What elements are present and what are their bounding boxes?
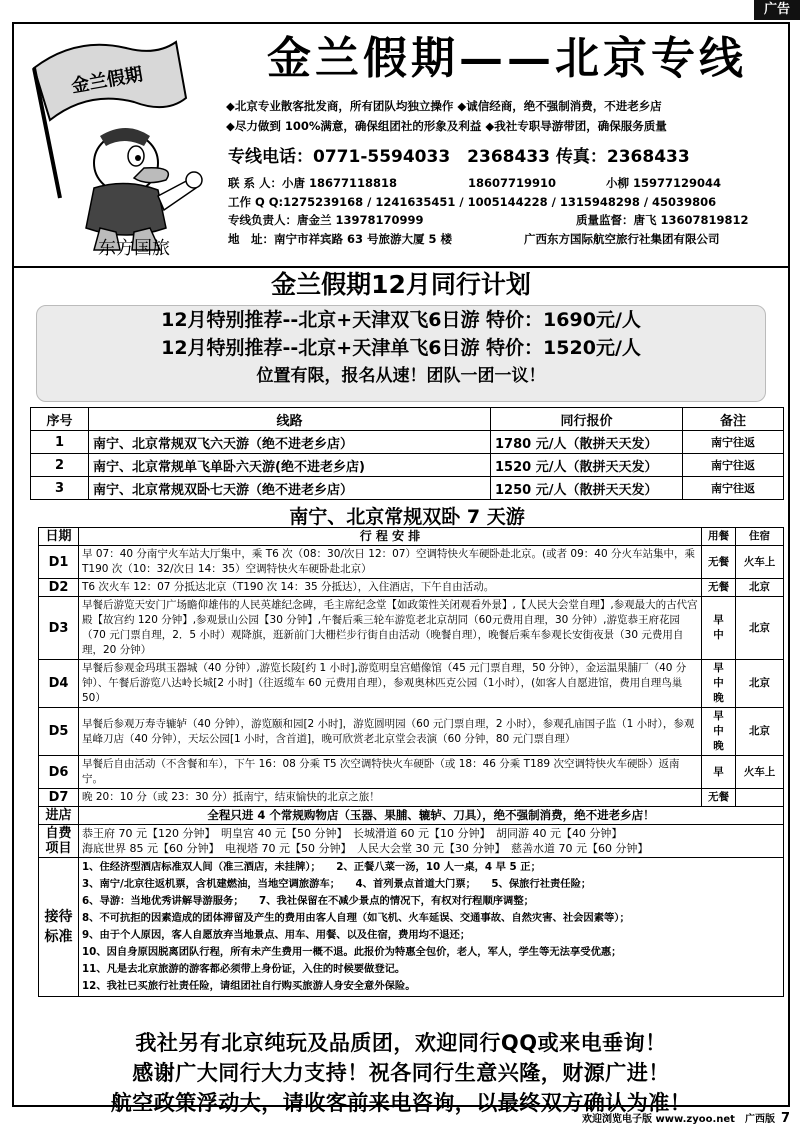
day-row: D1 早 07：40 分南宁火车站大厅集中，乘 T6 次（08：30/次日 12：07）空调特快火车硬卧赴北京。(或者 09：40 分火车站集中，乘 T190 次（10：32/次日 14：35）空调特快火车硬卧赴北京） 无餐 火车上	[39, 546, 784, 579]
donald-duck-logo	[16, 28, 212, 258]
promo-line: 12月特别推荐--北京+天津双飞6日游 特价：1690元/人	[161, 309, 641, 331]
promo-box	[36, 305, 766, 402]
itinerary-title: 南宁、北京常规双卧 7 天游	[289, 506, 525, 528]
day-row: D3 早餐后游览天安门广场瞻仰雄伟的人民英雄纪念碑，毛主席纪念堂【如政策性关闭观看外景】,【人民大会堂自理】,参观最大的古代宫殿【故宫约 120 分钟】,参观景山公园【30 分钟】,午餐后乘三轮车游览老北京胡同（60元费用自理，30 分钟）,游览恭王府花园（70 元门票自理，2．5 小时）观降旗，逛新前门大栅栏步行街自由活动（晚餐自理），晚餐后乘车参观长安街夜景（30 元费用自理，20 分钟） 早 中 北京	[39, 597, 784, 660]
header-schedule: 行 程 安 排	[79, 528, 702, 546]
route-table	[30, 407, 784, 500]
header-price: 同行报价	[491, 408, 683, 431]
header-no: 序号	[31, 408, 89, 431]
phone-fax: 专线电话：0771-5594033 2368433 传真：2368433	[228, 147, 690, 167]
contact-block	[228, 174, 788, 248]
bottom-line: 感谢广大同行大力支持！祝各同行生意兴隆，财源广进！	[132, 1061, 670, 1085]
logo-flag-text: 金兰假期	[69, 63, 145, 98]
self-pay-row: 自费项目 恭王府 70 元【120 分钟】 明皇宫 40 元【50 分钟】 长城滑道 60 元【10 分钟】 胡同游 40 元【40 分钟】 海底世界 85 元【60 分钟】 电视塔 70 元【50 分钟】 人民大会堂 30 元【30 分钟】 慈善水道 70 元【60 分钟】	[39, 825, 784, 858]
table-row: 3 南宁、北京常规双卧七天游（绝不进老乡店） 1250 元/人（散拼天天发） 南宁往返	[31, 477, 784, 500]
itinerary-table	[38, 527, 784, 997]
contact-liu: 小柳 15977129044	[606, 176, 722, 190]
contact-quality: 质量监督：唐飞 13607819812	[576, 213, 749, 227]
contact-address: 地 址：南宁市祥宾路 63 号旅游大厦 5 楼	[228, 231, 453, 246]
plan-title: 金兰假期12月同行计划	[14, 266, 788, 302]
shop-row: 进店 全程只进 4 个常规购物店（玉器、果脯、辘轳、刀具），绝不强制消费，绝不进老乡店！	[39, 807, 784, 825]
page-footer	[500, 1110, 790, 1126]
page-number: 7	[780, 1111, 790, 1126]
table-row: 1 南宁、北京常规双飞六天游（绝不进老乡店） 1780 元/人（散拼天天发） 南宁往返	[31, 431, 784, 454]
day-row: D7 晚 20：10 分（或 23：30 分）抵南宁，结束愉快的北京之旅！ 无餐	[39, 789, 784, 807]
slogan-line: ◆尽力做到 100%满意，确保组团社的形象及利益 ◆我社专职导游带团，确保服务质量	[226, 119, 667, 133]
promo-line: 12月特别推荐--北京+天津单飞6日游 特价：1520元/人	[161, 337, 641, 359]
slogan-line: ◆北京专业散客批发商，所有团队均独立操作 ◆诚信经商，绝不强制消费，不进老乡店	[226, 99, 662, 113]
day-row: D6 早餐后自由活动（不含餐和车），下午 16：08 分乘 T5 次空调特快火车硬卧（或 18：46 分乘 T189 次空调特快火车硬卧）返南宁。 早 火车上	[39, 756, 784, 789]
footer-text: 欢迎浏览电子版 www.zyoo.net 广西版	[582, 1114, 775, 1125]
contact-tang-2: 18607719910	[468, 176, 557, 190]
bottom-slogans	[16, 1028, 786, 1118]
header-route: 线路	[89, 408, 491, 431]
contact-qq: 工作 Q Q:1275239168 / 1241635451 / 1005144228 / 1315948298 / 45039806	[228, 194, 717, 209]
bottom-line: 航空政策浮动大，请收客前来电咨询，以最终双方确认为准！	[110, 1091, 692, 1115]
standard-row: 接待标准 1、住经济型酒店标准双人间（准三酒店，未挂牌）； 2、正餐八菜一汤，10 人一桌，4 早 5 正； 3、南宁/北京往返机票，含机建燃油，当地空调旅游车； 4、首列景点首道大门票； 5、保旅行社责任险； 6、导游：当地优秀讲解导游服务； 7、我社保留在不减少景点的情况下，有权对行程顺序调整； 8、不可抗拒的因素造成的团体滞留及产生的费用由客人自理（如飞机、火车延误、交通事故、自然灾害、社会因素等）； 9、由于个人原因，客人自愿放弃当地景点、用车、用餐、以及住宿，费用均不退还； 10、因自身原因脱离团队行程，所有未产生费用一概不退。此报价为特惠全包价，老人，军人，学生等无法享受优惠； 11、凡是去北京旅游的游客都必须带上身份证，入住的时候要做登记。 12、我社已买旅行社责任险，请组团社自行购买旅游人身安全意外保险。	[39, 858, 784, 997]
header-note: 备注	[683, 408, 784, 431]
ad-tag: 广告	[754, 0, 800, 20]
contact-tang: 联 系 人：小唐 18677118818	[228, 176, 398, 190]
promo-notice: 位置有限，报名从速！团队一团一议！	[256, 366, 546, 386]
day-row: D5 早餐后参观万寿寺辘轳（40 分钟），游览颐和园[2 小时]，游览圆明园（60 元门票自理，2 小时），参观孔庙国子监（1 小时），参观星峰刀店（40 分钟），天坛公园[1 小时，含首道]，晚可欣赏老北京堂会表演（60 分钟，80 元门票自理） 早 中 晚 北京	[39, 708, 784, 756]
table-row: 2 南宁、北京常规单飞单卧六天游(绝不进老乡店) 1520 元/人（散拼天天发） 南宁往返	[31, 454, 784, 477]
logo-caption: 东方国旅	[98, 238, 170, 258]
header-date: 日期	[39, 528, 79, 546]
bottom-line: 我社另有北京纯玩及品质团，欢迎同行QQ或来电垂询！	[135, 1031, 667, 1055]
header-hotel: 住宿	[736, 528, 784, 546]
slogans	[226, 96, 786, 136]
header-meal: 用餐	[702, 528, 736, 546]
company-name: 广西东方国际航空旅行社集团有限公司	[524, 231, 720, 246]
page-title: 金兰假期——北京专线	[267, 33, 747, 84]
day-row: D2 T6 次火车 12：07 分抵达北京（T190 次 14：35 分抵达），入住酒店，下午自由活动。 无餐 北京	[39, 579, 784, 597]
day-row: D4 早餐后参观金玛琪玉器城（40 分钟）,游览长陵[约 1 小时],游览明皇宫蜡像馆（45 元门票自理，50 分钟），金运温果脯厂（40 分钟）、午餐后游览八达岭长城[2 小时]（往返缆车 60 元费用自理），参观奥林匹克公园（1小时），(如客人自愿进馆，费用自理鸟巢 50） 早 中 晚 北京	[39, 660, 784, 708]
contact-manager: 专线负责人：唐金兰 13978170999	[228, 213, 424, 227]
